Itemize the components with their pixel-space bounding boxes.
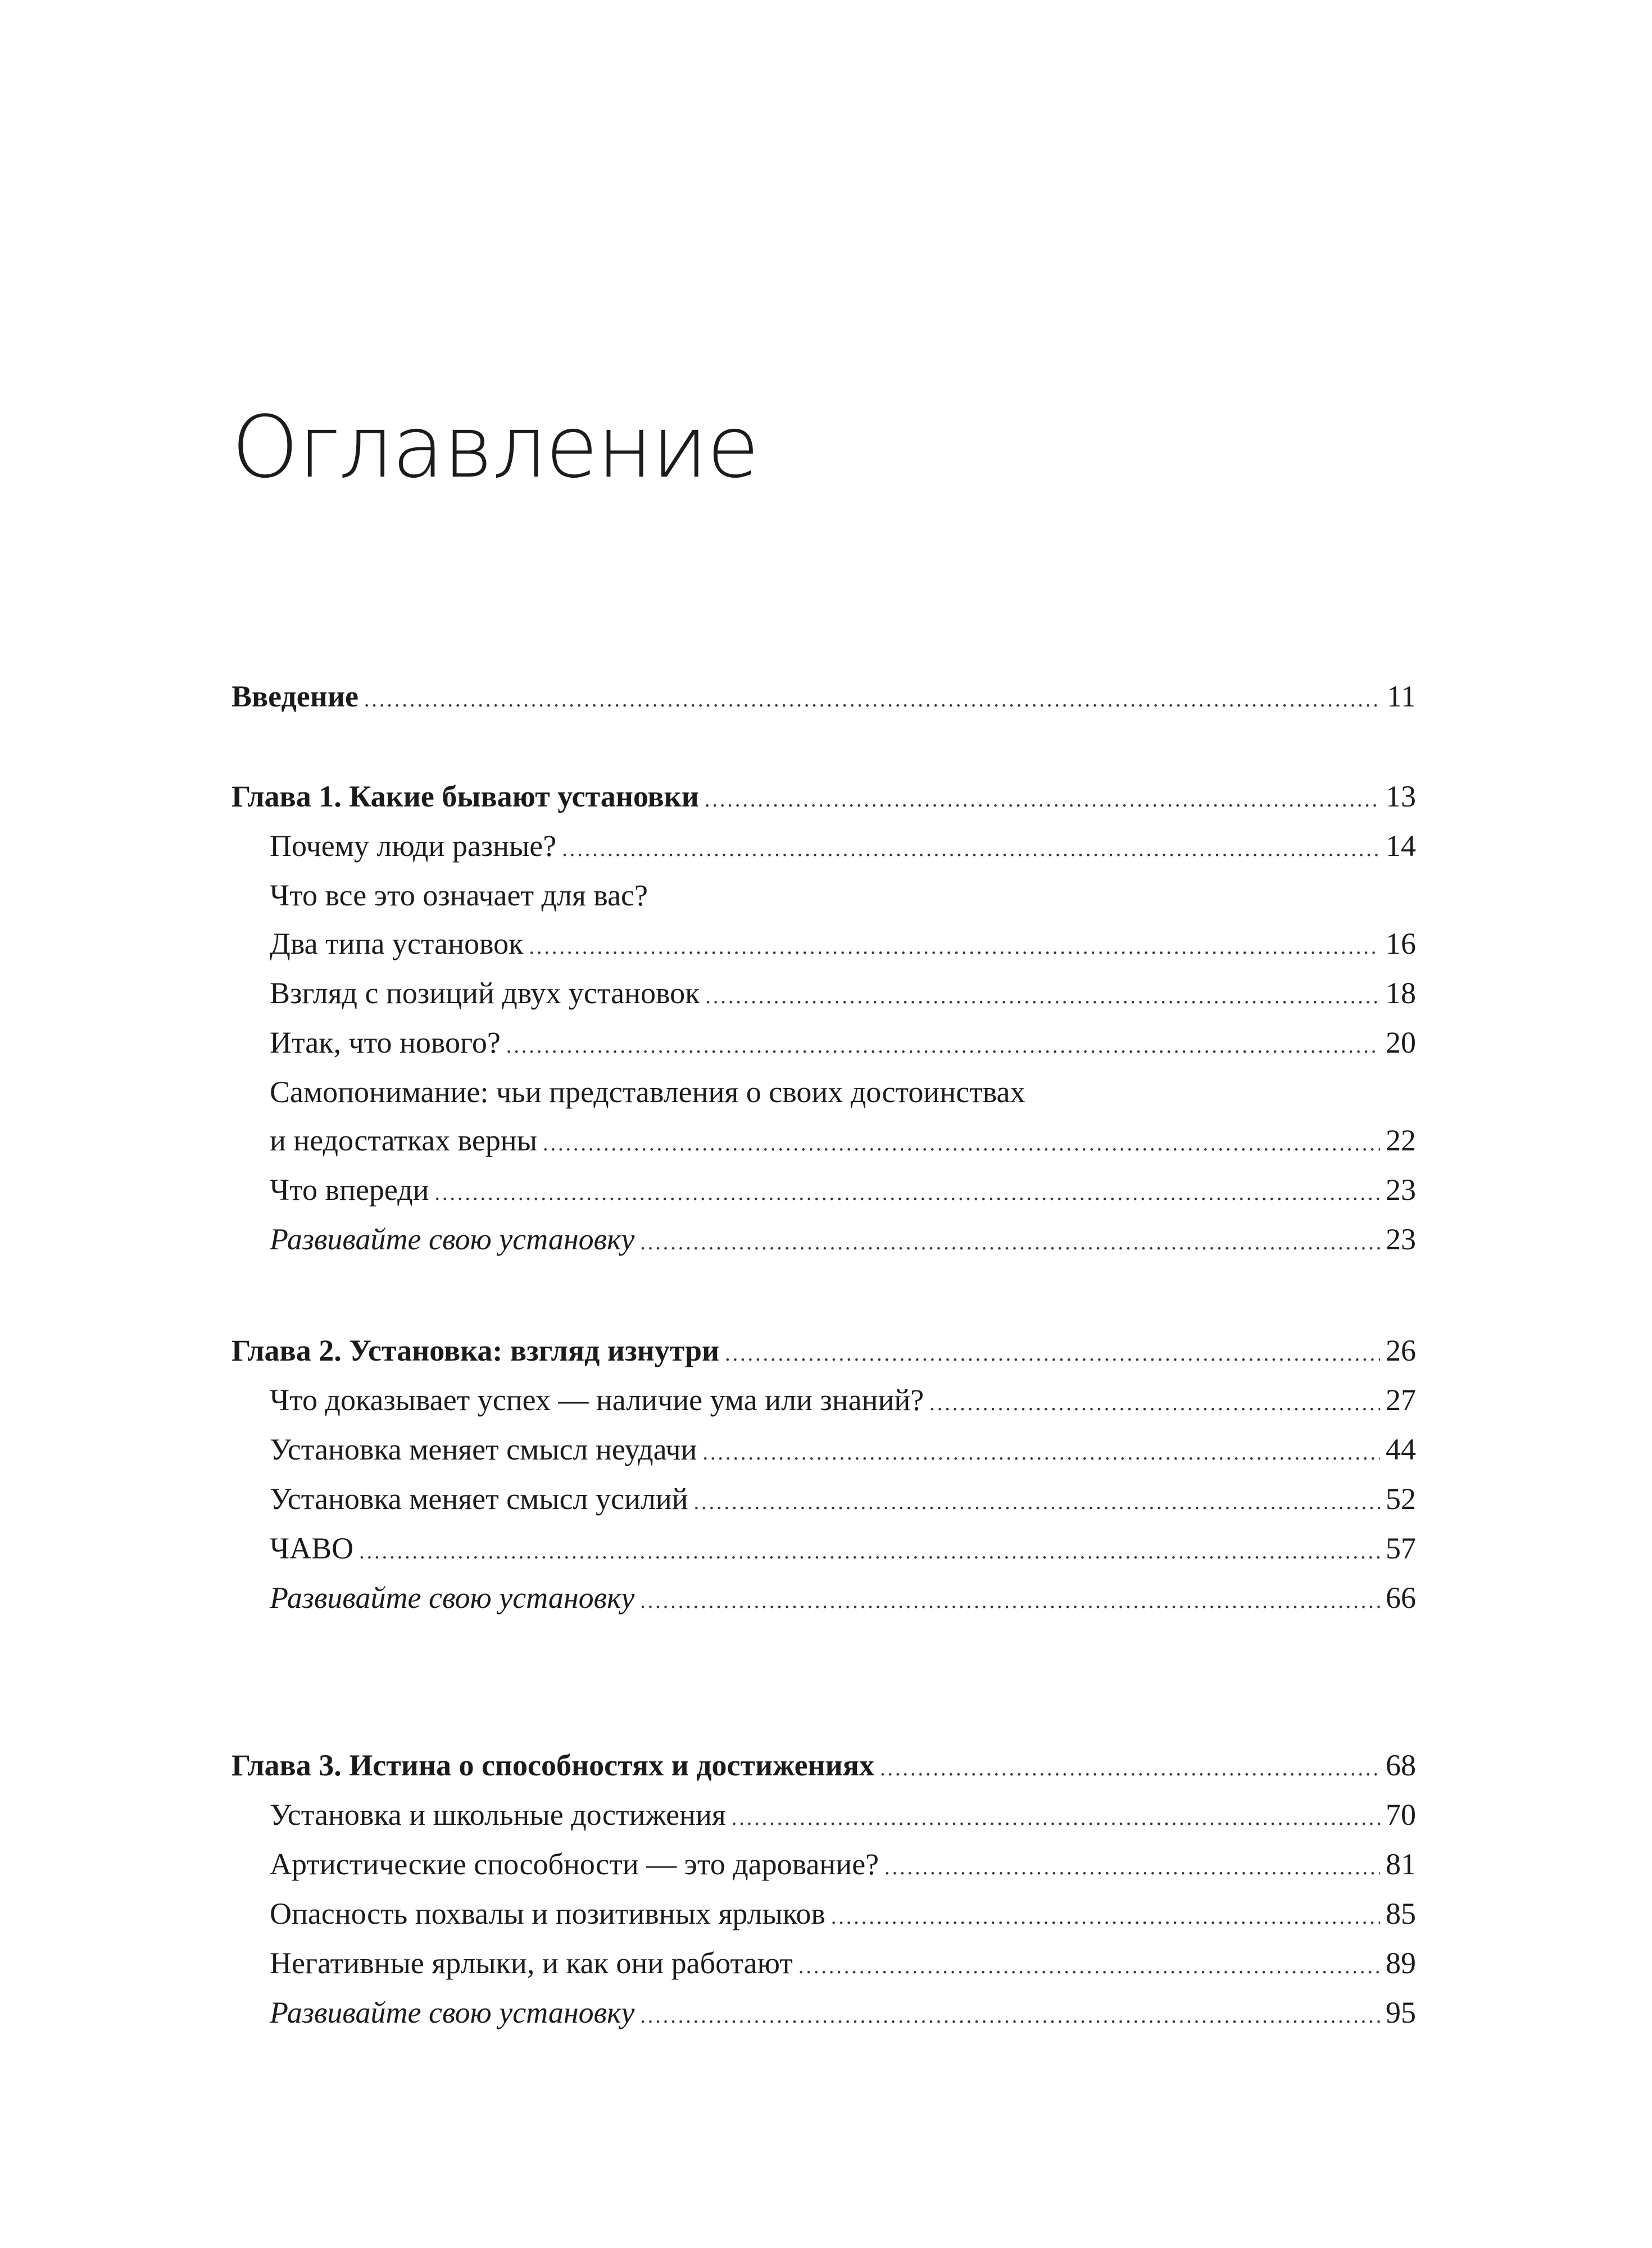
dot-leader [929, 1379, 1380, 1428]
dot-leader [831, 1892, 1380, 1942]
table-of-contents [232, 672, 1416, 2037]
dot-leader [434, 1168, 1380, 1218]
toc-entry[interactable] [232, 1839, 1416, 1889]
toc-entry[interactable] [232, 1018, 1416, 1067]
dot-leader [725, 1329, 1380, 1379]
toc-entry-label: Что все это означает для вас? [270, 878, 648, 912]
dot-leader [702, 1428, 1380, 1477]
toc-entry[interactable] [232, 821, 1416, 871]
toc-entry[interactable] [232, 1375, 1416, 1425]
toc-entry-label: Глава 1. Какие бывают установки [232, 779, 699, 813]
toc-entry[interactable] [232, 1165, 1416, 1214]
toc-entry[interactable] [232, 1474, 1416, 1524]
toc-entry-label: Глава 3. Истина о способностях и достижениях [232, 1748, 874, 1782]
toc-page-number: 18 [1386, 976, 1416, 1010]
dot-leader [543, 1119, 1380, 1168]
toc-entry-label: Установка меняет смысл неудачи [270, 1433, 697, 1466]
toc-entry[interactable] [232, 968, 1416, 1018]
toc-entry-label: Развивайте свою установку [270, 1222, 635, 1256]
toc-page-number: 26 [1386, 1334, 1416, 1367]
toc-entry-label: Два типа установок [270, 927, 524, 960]
toc-entry-label: Опасность похвалы и позитивных ярлыков [270, 1897, 825, 1930]
toc-page-number: 16 [1386, 927, 1416, 960]
toc-page-number: 13 [1386, 779, 1416, 813]
toc-entry-label: Развивайте свою установку [270, 1581, 635, 1615]
toc-page-number: 66 [1386, 1581, 1416, 1615]
toc-entry[interactable] [232, 919, 1416, 968]
toc-page-number: 11 [1387, 679, 1416, 713]
toc-page-number: 57 [1386, 1531, 1416, 1565]
toc-entry-label: Почему люди разные? [270, 829, 557, 863]
toc-entry[interactable] [232, 1938, 1416, 1988]
toc-page-number: 44 [1386, 1433, 1416, 1466]
toc-page-number: 81 [1386, 1847, 1416, 1881]
toc-page-number: 27 [1386, 1383, 1416, 1417]
toc-page-number: 85 [1386, 1897, 1416, 1930]
toc-chapter-1[interactable] [232, 772, 1416, 821]
dot-leader [880, 1744, 1380, 1793]
toc-page-number: 14 [1386, 829, 1416, 863]
toc-entry-label: Развивайте свою установку [270, 1996, 635, 2029]
toc-page-number: 89 [1386, 1946, 1416, 1980]
toc-page-number: 23 [1386, 1222, 1416, 1256]
dot-leader [364, 675, 1381, 724]
toc-entry-label: Установка и школьные достижения [270, 1798, 726, 1832]
toc-entry[interactable] [232, 1067, 1416, 1116]
toc-entry-label: ЧАВО [270, 1531, 354, 1565]
toc-entry-label: Введение [232, 679, 358, 713]
dot-leader [640, 1576, 1380, 1626]
toc-entry[interactable] [232, 1988, 1416, 2037]
toc-page-number: 23 [1386, 1173, 1416, 1207]
dot-leader [694, 1477, 1380, 1527]
toc-entry-label: Установка меняет смысл усилий [270, 1482, 688, 1516]
toc-page-number: 95 [1386, 1996, 1416, 2029]
toc-entry-label: Самопонимание: чьи представления о своих достоинствах [270, 1075, 1025, 1109]
toc-chapter-3[interactable] [232, 1741, 1416, 1790]
toc-entry[interactable] [232, 1889, 1416, 1938]
dot-leader [705, 775, 1380, 824]
toc-entry[interactable] [232, 1790, 1416, 1839]
toc-entry-label: Негативные ярлыки, и как они работают [270, 1946, 793, 1980]
dot-leader [640, 1991, 1380, 2041]
toc-entry-label: Что впереди [270, 1173, 429, 1207]
dot-leader [884, 1843, 1380, 1892]
toc-entry-label: и недостатках верны [270, 1123, 537, 1157]
toc-entry-intro[interactable] [232, 672, 1416, 721]
toc-entry[interactable] [232, 871, 1416, 919]
dot-leader [506, 1021, 1380, 1071]
dot-leader [640, 1218, 1380, 1267]
toc-entry-label: Итак, что нового? [270, 1026, 501, 1059]
toc-entry[interactable] [232, 1524, 1416, 1573]
dot-leader [359, 1527, 1380, 1576]
toc-entry-label: Глава 2. Установка: взгляд изнутри [232, 1334, 720, 1367]
toc-page-number: 70 [1386, 1798, 1416, 1832]
toc-entry[interactable] [232, 1214, 1416, 1264]
dot-leader [562, 824, 1380, 874]
toc-entry-label: Что доказывает успех — наличие ума или знаний? [270, 1383, 924, 1417]
toc-chapter-2[interactable] [232, 1326, 1416, 1375]
dot-leader [732, 1793, 1380, 1843]
page-title: Оглавление [232, 397, 759, 497]
toc-entry-label: Артистические способности — это дарование? [270, 1847, 879, 1881]
dot-leader [529, 922, 1380, 972]
toc-page-number: 20 [1386, 1026, 1416, 1059]
dot-leader [705, 972, 1380, 1021]
toc-page-number: 52 [1386, 1482, 1416, 1516]
toc-entry-label: Взгляд с позиций двух установок [270, 976, 700, 1010]
toc-entry[interactable] [232, 1116, 1416, 1165]
toc-page-number: 68 [1386, 1748, 1416, 1782]
toc-page-number: 22 [1386, 1123, 1416, 1157]
toc-entry[interactable] [232, 1425, 1416, 1474]
toc-entry[interactable] [232, 1573, 1416, 1622]
dot-leader [798, 1942, 1380, 1991]
